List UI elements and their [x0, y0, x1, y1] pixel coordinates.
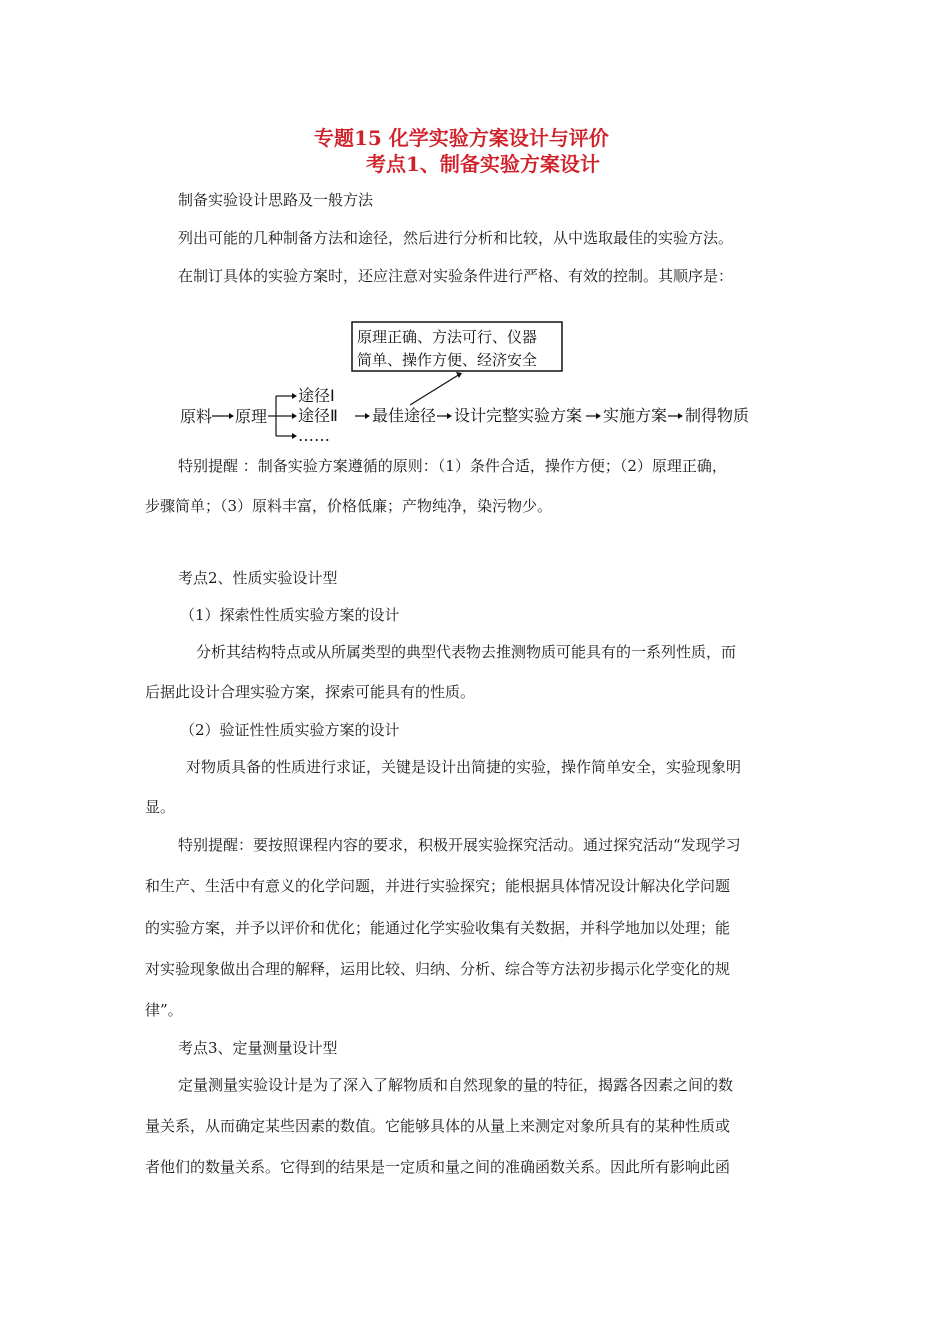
- criteria-line-1: 原理正确、方法可行、仪器: [357, 328, 538, 346]
- page-subtitle: 考点1、制备实验方案设计: [366, 152, 600, 176]
- criteria-line-2: 简单、操作方便、经济安全: [357, 351, 538, 369]
- sec1-paragraph-1: 列出可能的几种制备方法和途径，然后进行分析和比较，从中选取最佳的实验方法。: [178, 229, 734, 247]
- sec1-heading: 制备实验设计思路及一般方法: [178, 191, 374, 209]
- product-label: 制得物质: [685, 406, 750, 425]
- route-more-label: ……: [298, 426, 330, 445]
- sec3-line-1: 定量测量实验设计是为了深入了解物质和自然现象的量的特征，揭露各因素之间的数: [178, 1076, 734, 1094]
- note2-line-1: 特别提醒：要按照课程内容的要求，积极开展实验探究活动。通过探究活动“发现学习: [178, 836, 741, 854]
- sec2-p2-line-2: 显。: [145, 798, 176, 816]
- page-title: 专题15 化学实验方案设计与评价: [314, 126, 609, 150]
- sec3-line-2: 量关系，从而确定某些因素的数值。它能够具体的从量上来测定对象所具有的某种性质或: [145, 1117, 731, 1135]
- best-route-label: 最佳途径: [372, 406, 437, 425]
- sec2-subheading-1: （1）探索性性质实验方案的设计: [180, 606, 400, 624]
- principle-label: 原理: [235, 407, 268, 426]
- sec1-paragraph-2: 在制订具体的实验方案时，还应注意对实验条件进行严格、有效的控制。其顺序是：: [178, 267, 734, 285]
- arrow-to-criteria: [410, 374, 460, 405]
- note2-line-3: 的实验方案，并予以评价和优化；能通过化学实验收集有关数据，并科学地加以处理；能: [145, 919, 731, 937]
- note2-line-2: 和生产、生活中有意义的化学问题，并进行实验探究；能根据具体情况设计解决化学问题: [145, 877, 731, 895]
- implement-label: 实施方案: [603, 406, 668, 425]
- sec3-line-3: 者他们的数量关系。它得到的结果是一定质和量之间的准确函数关系。因此所有影响此函: [145, 1158, 731, 1176]
- criteria-box: [352, 322, 562, 371]
- route-2-label: 途径Ⅱ: [298, 406, 338, 425]
- note1-line-2: 步骤简单；（3）原料丰富，价格低廉；产物纯净，染污物少。: [145, 497, 553, 515]
- sec2-p2-line-1: 对物质具备的性质进行求证，关键是设计出简捷的实验，操作简单安全，实验现象明: [186, 758, 742, 776]
- design-plan-label: 设计完整实验方案: [454, 406, 583, 425]
- note2-line-4: 对实验现象做出合理的解释，运用比较、归纳、分析、综合等方法初步揭示化学变化的规: [145, 960, 731, 978]
- route-1-label: 途径Ⅰ: [298, 386, 335, 405]
- sec3-heading: 考点3、定量测量设计型: [178, 1039, 338, 1057]
- sec2-p1-line-1: 分析其结构特点或从所属类型的典型代表物去推测物质可能具有的一系列性质，而: [196, 643, 737, 661]
- note1-line-1: 特别提醒 ：制备实验方案遵循的原则：（1）条件合适，操作方便；（2）原理正确，: [178, 457, 727, 475]
- sec2-p1-line-2: 后据此设计合理实验方案，探索可能具有的性质。: [145, 683, 476, 701]
- sec2-heading: 考点2、性质实验设计型: [178, 569, 338, 587]
- sec2-subheading-2: （2）验证性性质实验方案的设计: [180, 721, 400, 739]
- raw-material-label: 原料: [180, 407, 213, 426]
- note2-line-5: 律”。: [145, 1001, 183, 1019]
